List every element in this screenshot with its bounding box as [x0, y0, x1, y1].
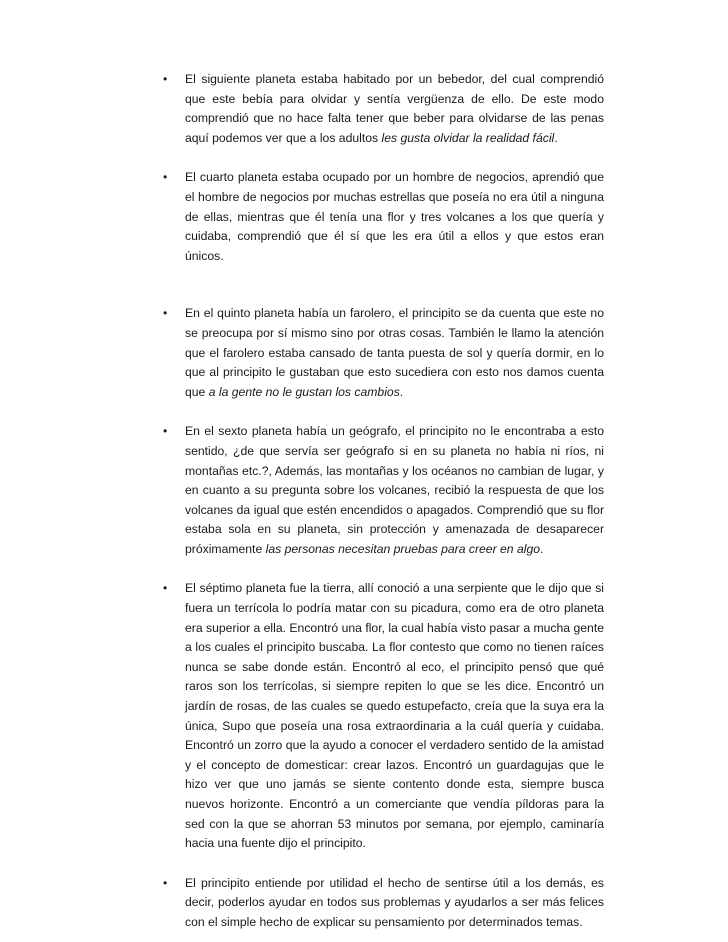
list-item-utilidad	[159, 874, 604, 933]
list-item-bebedor	[159, 70, 604, 148]
paragraph-tail: .	[540, 541, 544, 556]
paragraph	[185, 70, 604, 148]
paragraph-tail: .	[554, 130, 558, 145]
bullet-list	[159, 70, 604, 933]
paragraph-text: El siguiente planeta estaba habitado por un bebedor, del cual comprendió que este bebía para olvidar y sentía vergüenza de ello. De este modo comprendió que no hace falta tener que beber para olvidarse de las penas aquí podemos ver que a los adultos	[185, 72, 604, 145]
paragraph	[185, 422, 604, 559]
bullet-icon: •	[163, 170, 168, 185]
list-item-hombre-negocios	[159, 168, 604, 266]
list-item-geografo	[159, 422, 604, 559]
bullet-icon: •	[163, 424, 168, 439]
paragraph-tail: .	[399, 384, 404, 399]
bullet-icon: •	[163, 875, 168, 890]
emphasis-text: a la gente no le gustan los cambios	[208, 384, 400, 399]
list-item-farolero	[159, 304, 604, 402]
bullet-icon: •	[163, 72, 168, 86]
paragraph	[185, 874, 604, 933]
paragraph	[185, 304, 604, 402]
emphasis-text: les gusta olvidar la realidad fácil	[381, 130, 555, 145]
paragraph-text: En el quinto planeta había un farolero, el principito se da cuenta que este no se preocupa por sí mismo sino por otras cosas. También le llamo la atención que el farolero estaba cansado de tanta puesta de sol y quería dormir, en lo que al principito le gustaban que esto sucediera con esto nos damos cuenta que	[185, 306, 604, 399]
paragraph-text: El principito entiende por utilidad el hecho de sentirse útil a los demás, es decir, poderlos ayudar en todos sus problemas y ayudarlos a ser más felices con el simple hecho de explicar su pensamiento por determinados temas.	[185, 875, 604, 929]
paragraph	[185, 579, 604, 853]
bullet-icon: •	[163, 306, 168, 321]
bullet-icon: •	[163, 581, 168, 596]
paragraph-text: En el sexto planeta había un geógrafo, el principito no le encontraba a esto sentido, ¿de que servía ser geógrafo si en su planeta no había ni ríos, ni montañas etc.?, Además, las montañas y los océanos no cambian de lugar, y en cuanto a su pregunta sobre los volcanes, recibió la respuesta de que los volcanes da igual que estén encendidos o apagados. Comprendió que su flor estaba sola en su planeta, sin protección y amenazada de desaparecer próximamente	[185, 424, 604, 556]
paragraph	[185, 168, 604, 266]
paragraph-text: El séptimo planeta fue la tierra, allí conoció a una serpiente que le dijo que si fuera un terrícola lo podría matar con su picadura, como era de otro planeta era superior a ella. Encontró una flor, la cual había visto pasar a mucha gente a los cuales el principito buscaba. La flor contesto que como no tienen raíces nunca se sabe donde están. Encontró al eco, el principito pensó que qué raros son los terrícolas, si siempre repiten lo que se les dice. Encontró un jardín de rosas, de las cuales se quedo estupefacto, creía que la suya era la única, Supo que poseía una rosa extraordinaria a la cuál quería y cuidaba. Encontró un zorro que la ayudo a conocer el verdadero sentido de la amistad y el concepto de domesticar: crear lazos. Encontró un guardagujas que le hizo ver que uno jamás se siente contento donde esta, siempre busca nuevos horizonte. Encontró a un comerciante que vendía píldoras para la sed con la que se ahorran 53 minutos por semana, por ejemplo, caminaría hacia una fuente dijo el principito.	[185, 581, 604, 851]
paragraph-text: El cuarto planeta estaba ocupado por un hombre de negocios, aprendió que el hombre de negocios por muchas estrellas que poseía no era útil a ninguna de ellas, mientras que él tenía una flor y tres volcanes a los que quería y cuidaba, comprendió que él sí que les era útil a ellos y que estos eran únicos.	[185, 170, 604, 263]
list-item-tierra	[159, 579, 604, 853]
emphasis-text: las personas necesitan pruebas para creer en algo	[265, 541, 541, 556]
